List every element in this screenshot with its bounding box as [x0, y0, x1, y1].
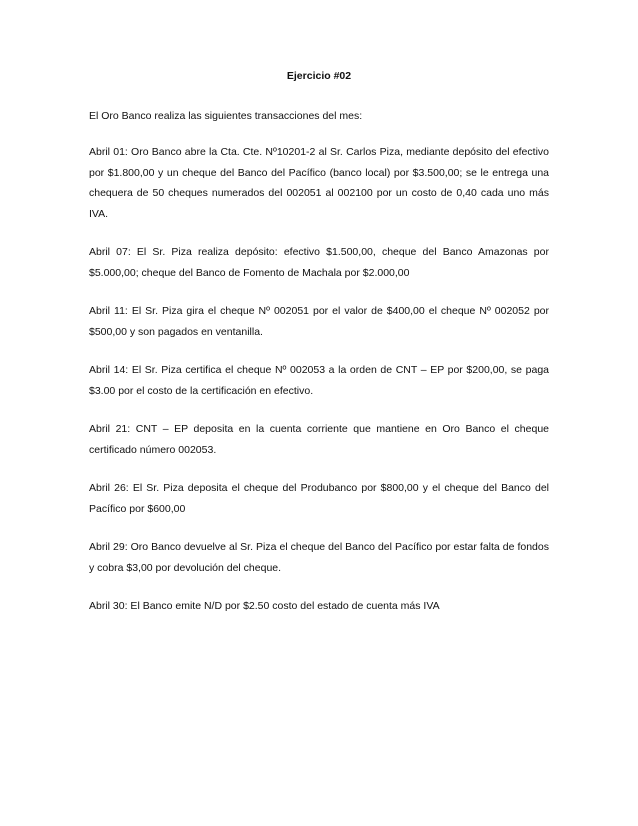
transaction-april-21: Abril 21: CNT – EP deposita en la cuenta corriente que mantiene en Oro Banco el cheque certificado número 002053. — [89, 423, 549, 456]
transaction-april-01: Abril 01: Oro Banco abre la Cta. Cte. Nº10201-2 al Sr. Carlos Piza, mediante depósito del efectivo por $1.800,00 y un cheque del Banco del Pacífico (banco local) por $3.500,00; se le entrega una chequera de 50 cheques numerados del 002051 al 002100 por un costo de 0,40 cada uno más IVA. — [89, 146, 549, 220]
transaction-april-30: Abril 30: El Banco emite N/D por $2.50 costo del estado de cuenta más IVA — [89, 600, 440, 612]
transaction-april-11: Abril 11: El Sr. Piza gira el cheque Nº 002051 por el valor de $400,00 el cheque Nº 002052 por $500,00 y son pagados en ventanilla. — [89, 305, 549, 338]
transaction-april-29: Abril 29: Oro Banco devuelve al Sr. Piza el cheque del Banco del Pacífico por estar falta de fondos y cobra $3,00 por devolución del cheque. — [89, 541, 549, 574]
transaction-april-26: Abril 26: El Sr. Piza deposita el cheque del Produbanco por $800,00 y el cheque del Banco del Pacífico por $600,00 — [89, 482, 549, 515]
transaction-april-14: Abril 14: El Sr. Piza certifica el cheque Nº 002053 a la orden de CNT – EP por $200,00, se paga $3.00 por el costo de la certificación en efectivo. — [89, 364, 549, 397]
document-title: Ejercicio #02 — [286, 70, 352, 82]
intro-paragraph: El Oro Banco realiza las siguientes transacciones del mes: — [89, 110, 363, 122]
transaction-april-07: Abril 07: El Sr. Piza realiza depósito: efectivo $1.500,00, cheque del Banco Amazonas por $5.000,00; cheque del Banco de Fomento de Machala por $2.000,00 — [89, 246, 549, 279]
document-body — [89, 67, 549, 635]
